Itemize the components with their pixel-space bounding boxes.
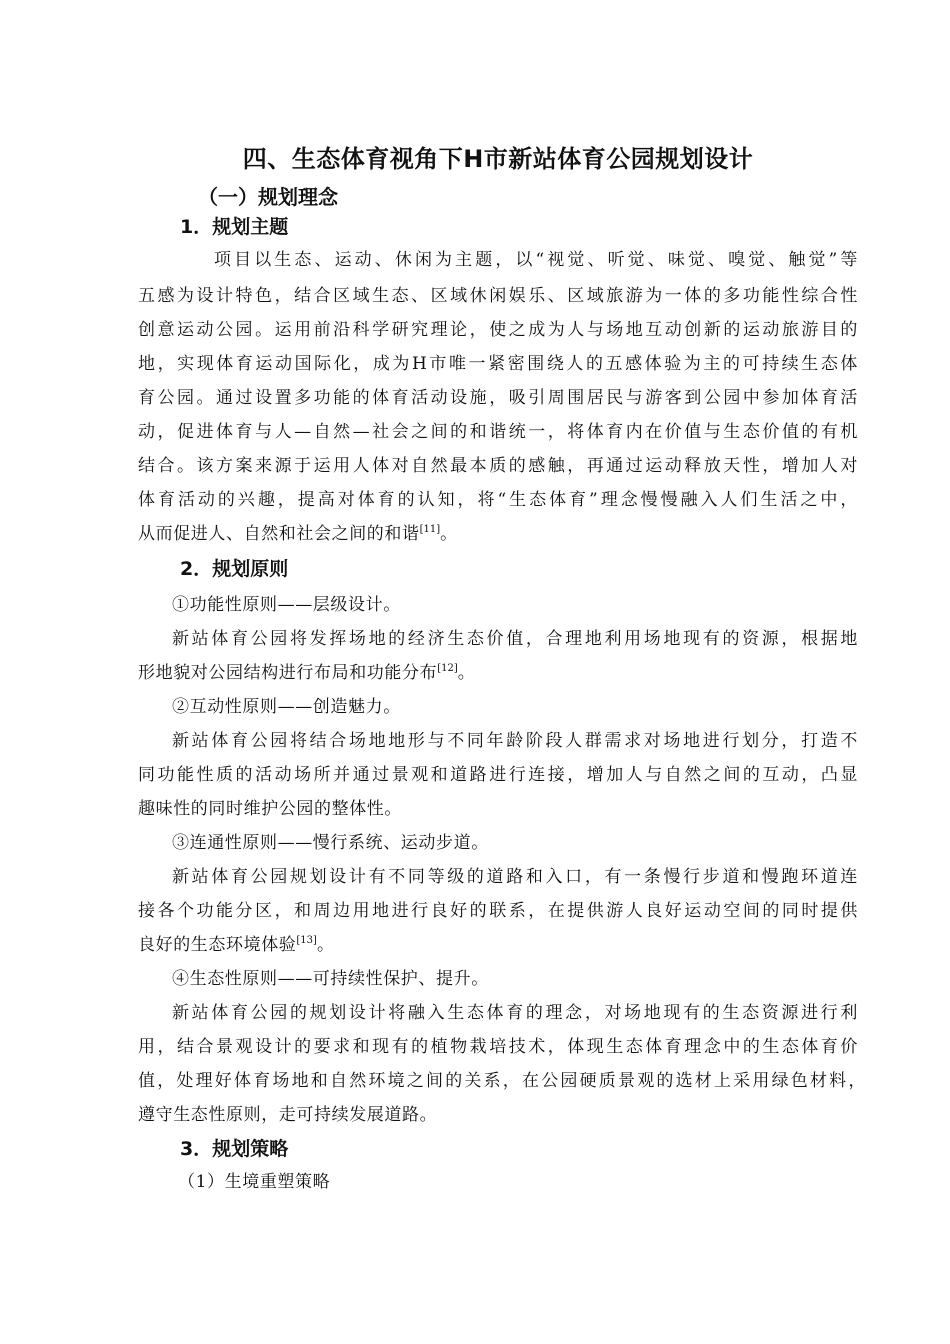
paragraph-line: 同功能性质的活动场所并通过景观和道路进行连接，增加人与自然之间的互动，凸显 — [138, 765, 858, 785]
citation-ref: [13] — [296, 935, 317, 946]
principle-title-ecological: ④生态性原则——可持续性保护、提升。 — [172, 969, 489, 989]
paragraph-line: 新站体育公园规划设计有不同等级的道路和入口，有一条慢行步道和慢跑环道连 — [172, 867, 858, 887]
paragraph-last-line: 形地貌对公园结构进行布局和功能分布[12]。 — [138, 663, 476, 683]
paragraph-line: 项目以生态、运动、休闲为主题，以“视觉、听觉、味觉、嗅觉、触觉”等 — [214, 250, 858, 270]
principle-title-interactive: ②互动性原则——创造魅力。 — [172, 697, 401, 717]
paragraph-line: 新站体育公园的规划设计将融入生态体育的理念，对场地现有的生态资源进行利 — [172, 1003, 858, 1023]
paragraph-line: 值，处理好体育场地和自然环境之间的关系，在公园硬质景观的选材上采用绿色材料， — [138, 1071, 866, 1091]
paragraph-line: 结合。该方案来源于运用人体对自然最本质的感触，再通过运动释放天性，增加人对 — [138, 456, 858, 476]
paragraph-line: 新站体育公园将结合场地地形与不同年龄阶段人群需求对场地进行划分，打造不 — [172, 731, 858, 751]
paragraph-last-line: 遵守生态性原则，走可持续发展道路。 — [138, 1105, 438, 1125]
paragraph-line: 用，结合景观设计的要求和现有的植物栽培技术，体现生态体育理念中的生态体育价 — [138, 1037, 858, 1057]
principle-title-functional: ①功能性原则——层级设计。 — [172, 595, 401, 615]
paragraph-line: 动，促进体育与人—自然—社会之间的和谐统一，将体育内在价值与生态价值的有机 — [138, 422, 858, 442]
principle-title-connectivity: ③连通性原则——慢行系统、运动步道。 — [172, 833, 489, 853]
paragraph-line: 育公园。通过设置多功能的体育活动设施，吸引周围居民与游客到公园中参加体育活 — [138, 388, 858, 408]
subsection-heading-planning-theme: 1．规划主题 — [180, 216, 289, 238]
section-heading-planning-concept: （一）规划理念 — [198, 185, 338, 209]
subsection-heading-planning-strategy: 3．规划策略 — [180, 1138, 289, 1160]
paragraph-line: 新站体育公园将发挥场地的经济生态价值，合理地利用场地现有的资源，根据地 — [172, 629, 858, 649]
paragraph-line: 五感为设计特色，结合区域生态、区域休闲娱乐、区域旅游为一体的多功能性综合性 — [138, 286, 858, 306]
strategy-item-habitat: （1）生境重塑策略 — [178, 1172, 331, 1192]
paragraph-last-line: 趣味性的同时维护公园的整体性。 — [138, 799, 402, 819]
subsection-heading-planning-principles: 2．规划原则 — [180, 558, 289, 580]
paragraph-line: 接各个功能分区，和周边用地进行良好的联系，在提供游人良好运动空间的同时提供 — [138, 901, 858, 921]
paragraph-line: 创意运动公园。运用前沿科学研究理论，使之成为人与场地互动创新的运动旅游目的 — [138, 320, 858, 340]
paragraph-last-line: 从而促进人、自然和社会之间的和谐[11]。 — [138, 524, 458, 544]
chapter-title: 四、生态体育视角下H市新站体育公园规划设计 — [242, 145, 754, 173]
citation-ref: [11] — [419, 524, 441, 535]
paragraph-last-line: 良好的生态环境体验[13]。 — [138, 935, 335, 955]
citation-ref: [12] — [437, 663, 458, 674]
paragraph-line: 体育活动的兴趣，提高对体育的认知，将“生态体育”理念慢慢融入人们生活之中， — [138, 490, 858, 510]
paragraph-line: 地，实现体育运动国际化，成为H市唯一紧密围绕人的五感体验为主的可持续生态体 — [138, 354, 858, 374]
